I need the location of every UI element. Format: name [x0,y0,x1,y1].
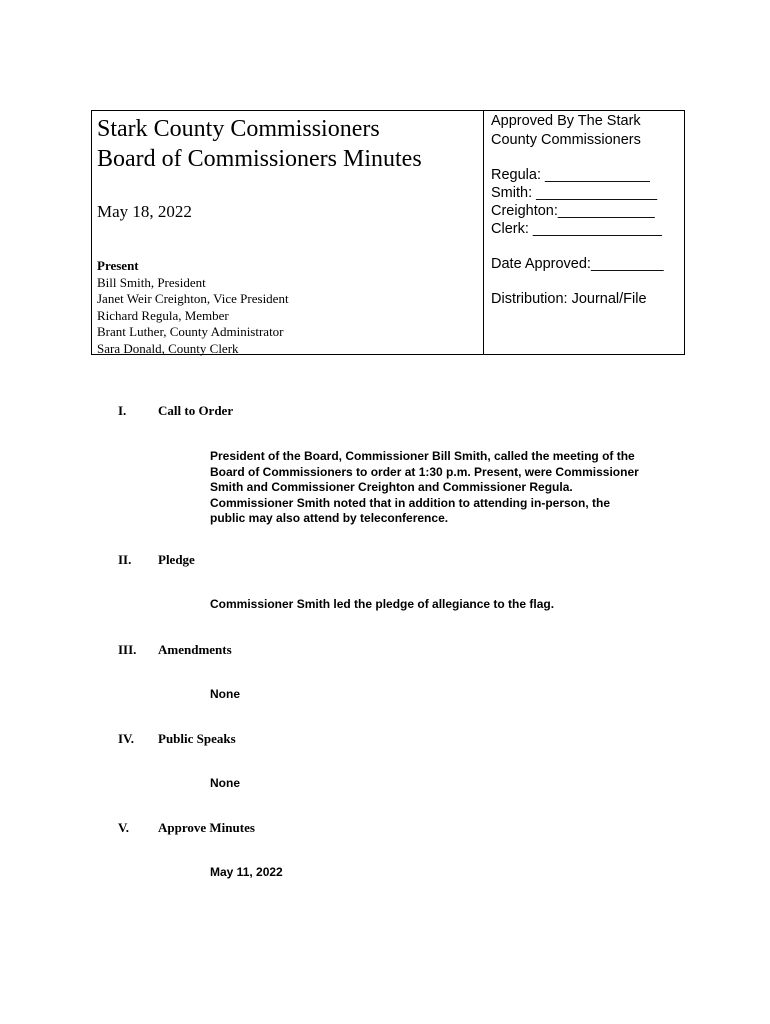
title-line-2: Board of Commissioners Minutes [97,146,422,172]
present-member: Brant Luther, County Administrator [97,324,284,340]
approval-heading-line-2: County Commissioners [491,132,641,148]
section-body-amendments [210,687,240,703]
approval-regula: Regula: _____________ [491,167,650,183]
approval-heading-line-1: Approved By The Stark [491,113,641,129]
body-line: Commissioner Smith noted that in addition to attending in-person, the [210,495,610,510]
section-number: II. [118,552,132,567]
section-title-pledge: Pledge [158,552,195,567]
present-member: Bill Smith, President [97,275,206,290]
section-number: IV. [118,731,135,746]
body-line: public may also attend by teleconference. [210,511,449,525]
approval-clerk: Clerk: ________________ [491,221,662,237]
present-member: Janet Weir Creighton, Vice President [97,291,289,307]
section-number: V. [118,820,129,835]
section-body-pledge [210,597,554,613]
body-line: President of the Board, Commissioner Bill Smith, called the meeting of the [210,449,635,463]
approval-smith: Smith: _______________ [491,185,658,201]
meeting-date: May 18, 2022 [97,202,192,221]
section-number: III. [118,642,137,657]
present-member: Richard Regula, Member [97,307,229,323]
date-approved: Date Approved:_________ [491,256,664,272]
section-title-amendments: Amendments [158,642,232,657]
section-title-call-to-order: Call to Order [158,403,234,418]
body-line: Smith and Commissioner Creighton and Commissioner Regula. [210,480,573,494]
body-line: May 11, 2022 [210,865,283,879]
body-line: None [210,687,240,701]
present-member: Sara Donald, County Clerk [97,340,239,356]
section-body-public-speaks [210,776,240,792]
approval-creighton: Creighton:____________ [491,203,655,219]
section-body-call-to-order [210,449,639,527]
section-body-approve-minutes [210,865,283,881]
present-heading: Present [97,258,139,273]
title-line-1: Stark County Commissioners [97,116,380,142]
header-column-divider [483,110,484,355]
section-number: I. [118,403,127,418]
distribution: Distribution: Journal/File [491,291,647,307]
present-list [97,275,289,357]
body-line: Commissioner Smith led the pledge of allegiance to the flag. [210,597,555,611]
body-line: None [210,776,240,790]
section-title-public-speaks: Public Speaks [158,731,236,746]
section-title-approve-minutes: Approve Minutes [158,820,255,835]
body-line: Board of Commissioners to order at 1:30 p.m. Present, were Commissioner [210,464,639,479]
